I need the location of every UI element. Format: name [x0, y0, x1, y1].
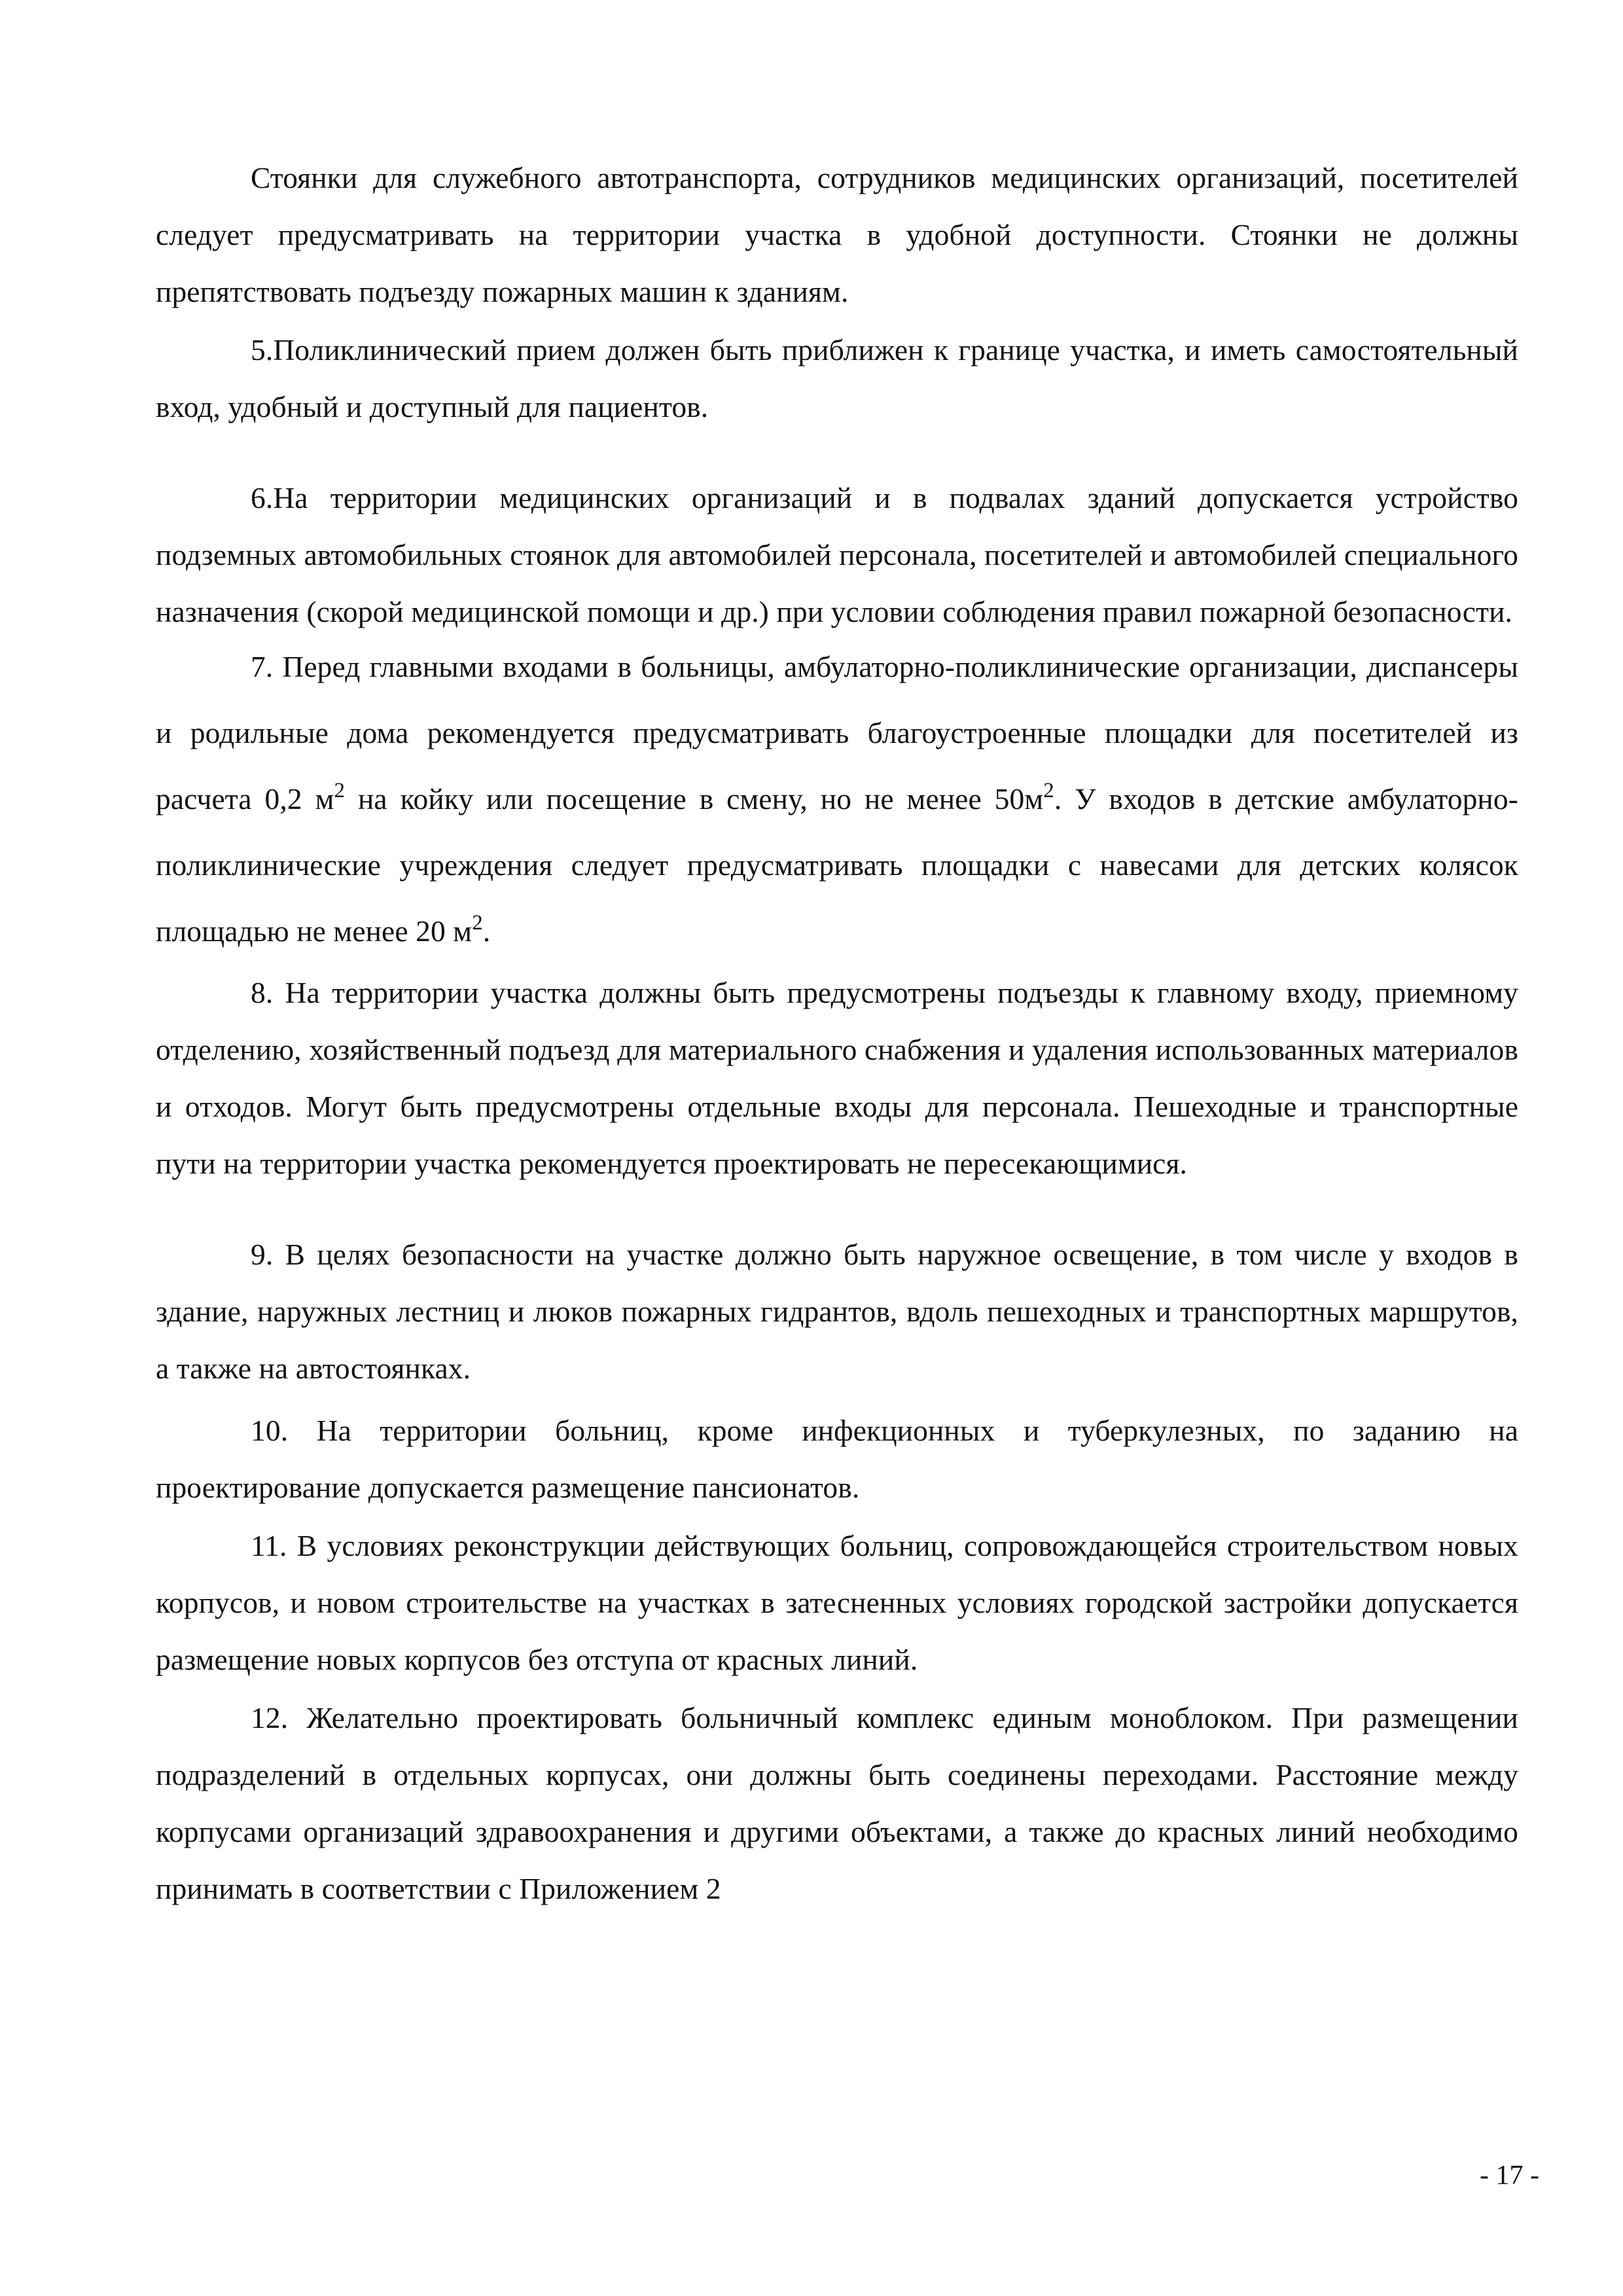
paragraph-12: 12. Желательно проектировать больничный комплекс единым моноблоком. При размещении подразделений в отдельных корпусах, они должны быть соединены переходами. Расстояние между корпусами организаций здравоохранения и другими объектами, а также до красных линий необходимо принимать в соответствии с Приложением 2 [156, 1701, 1518, 1905]
superscript-squared: 2 [334, 778, 346, 802]
superscript-squared: 2 [472, 910, 483, 935]
paragraph-6: 6.На территории медицинских организаций и в подвалах зданий допускается устройство подземных автомобильных стоянок для автомобилей персонала, посетителей и автомобилей специального назначения (скорой медицинской помощи и др.) при условии соблюдения правил пожарной безопасности. [156, 481, 1518, 628]
superscript-squared: 2 [1043, 778, 1054, 802]
paragraph-8: 8. На территории участка должны быть предусмотрены подъезды к главному входу, приемному отделению, хозяйственный подъезд для материального снабжения и удаления использованных материалов и отходов. Могут быть предусмотрены отдельные входы для персонала. Пешеходные и транспортные пути на территории участка рекомендуется проектировать не пересекающимися. [156, 976, 1518, 1180]
paragraph-5: 5.Поликлинический прием должен быть приближен к границе участка, и иметь самостоятельный вход, удобный и доступный для пациентов. [156, 333, 1518, 423]
paragraph-10: 10. На территории больниц, кроме инфекционных и туберкулезных, по заданию на проектирование допускается размещение пансионатов. [156, 1414, 1518, 1504]
paragraph-7-part-2: на койку или посещение в смену, но не менее 50м [345, 782, 1044, 816]
paragraph-11: 11. В условиях реконструкции действующих больниц, сопровождающейся строительством новых корпусов, и новом строительстве на участках в затесненных условиях городской застройки допускается размещение новых корпусов без отступа от красных линий. [156, 1529, 1518, 1676]
paragraph-7 [156, 634, 1518, 964]
paragraph-9: 9. В целях безопасности на участке должно быть наружное освещение, в том числе у входов в здание, наружных лестниц и люков пожарных гидрантов, вдоль пешеходных и транспортных маршрутов, а также на автостоянках. [156, 1238, 1518, 1385]
page-number: - 17 - [1480, 2161, 1539, 2191]
paragraph-7-part-4: . [482, 914, 491, 948]
paragraph-7-part-3: . У входов в детские амбулаторно-поликлинические учреждения следует предусматривать площадки с навесами для детских колясок площадью не менее 20 м [156, 782, 1518, 948]
paragraph-parking: Стоянки для служебного автотранспорта, сотрудников медицинских организаций, посетителей следует предусматривать на территории участка в удобной доступности. Стоянки не должны препятствовать подъезду пожарных машин к зданиям. [156, 161, 1518, 308]
paragraph-7-part-1: 7. Перед главными входами в больницы, амбулаторно-поликлинические организации, диспансеры и родильные дома рекомендуется предусматривать благоустроенные площадки для посетителей из расчета 0,2 м [156, 650, 1518, 816]
document-body [156, 149, 1518, 1917]
